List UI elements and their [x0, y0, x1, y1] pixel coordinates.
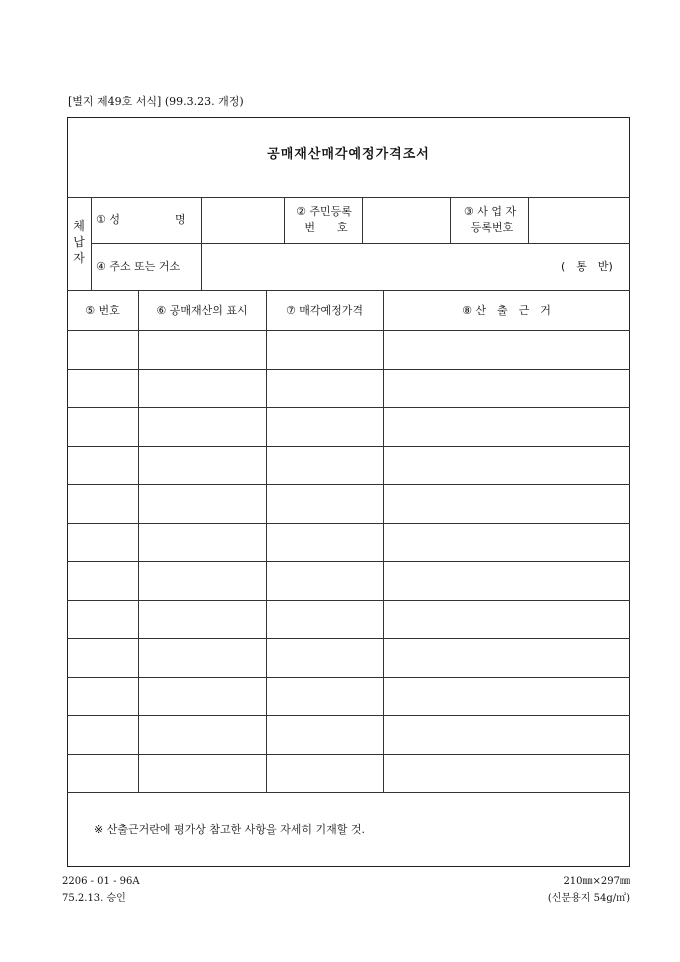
taxpayer-label: 체 납 자: [73, 219, 85, 265]
title-divider: [67, 197, 630, 198]
col-header-basis: ⑧ 산 출 근 거: [462, 304, 551, 317]
table-row-divider: [67, 638, 630, 639]
table-row-divider: [67, 715, 630, 716]
table-row-divider: [67, 407, 630, 408]
form-code: 2206 - 01 - 96A: [62, 876, 140, 887]
col-header-price: ⑦ 매각예정가격: [285, 304, 364, 317]
table-row-divider: [67, 600, 630, 601]
table-header-divider: [67, 330, 630, 331]
biz-label-line2: 등록번호: [470, 221, 514, 234]
table-row-divider: [67, 523, 630, 524]
approval-date: 75.2.13. 승인: [62, 893, 126, 904]
table-row-divider: [67, 677, 630, 678]
table-row-divider: [67, 754, 630, 755]
col-header-number: ⑤ 번호: [85, 304, 120, 317]
taxpayer-bottom-divider: [67, 290, 630, 291]
table-column-divider: [383, 290, 384, 792]
name-label: ① 성 명: [96, 213, 186, 226]
taxpayer-mid-divider: [91, 243, 630, 244]
reg-label-divider: [362, 197, 363, 243]
address-suffix: ( 통 반): [561, 260, 613, 273]
reg-value-divider: [450, 197, 451, 243]
reg-label-line1: ② 주민등록: [296, 205, 352, 218]
table-row-divider: [67, 446, 630, 447]
form-caption: [별지 제49호 서식] (99.3.23. 개정): [68, 95, 244, 108]
table-row-divider: [67, 369, 630, 370]
taxpayer-label-divider: [91, 197, 92, 290]
table-row-divider: [67, 484, 630, 485]
name-value-divider: [284, 197, 285, 243]
reg-label-line2: 번 호: [304, 221, 348, 234]
address-label: ④ 주소 또는 거소: [96, 260, 181, 273]
form-note: ※ 산출근거란에 평가상 참고한 사항을 자세히 기재할 것.: [94, 823, 365, 836]
col-header-property: ⑥ 공매재산의 표시: [156, 304, 248, 317]
table-bottom-divider: [67, 792, 630, 793]
form-title: 공매재산매각예정가격조서: [267, 147, 430, 162]
name-label-divider: [201, 197, 202, 290]
table-column-divider: [266, 290, 267, 792]
biz-label-divider: [528, 197, 529, 243]
paper-size: 210㎜×297㎜: [563, 876, 630, 887]
table-row-divider: [67, 561, 630, 562]
table-column-divider: [138, 290, 139, 792]
paper-type: (신문용지 54g/㎡): [547, 893, 630, 904]
biz-label-line1: ③ 사 업 자: [463, 205, 517, 218]
